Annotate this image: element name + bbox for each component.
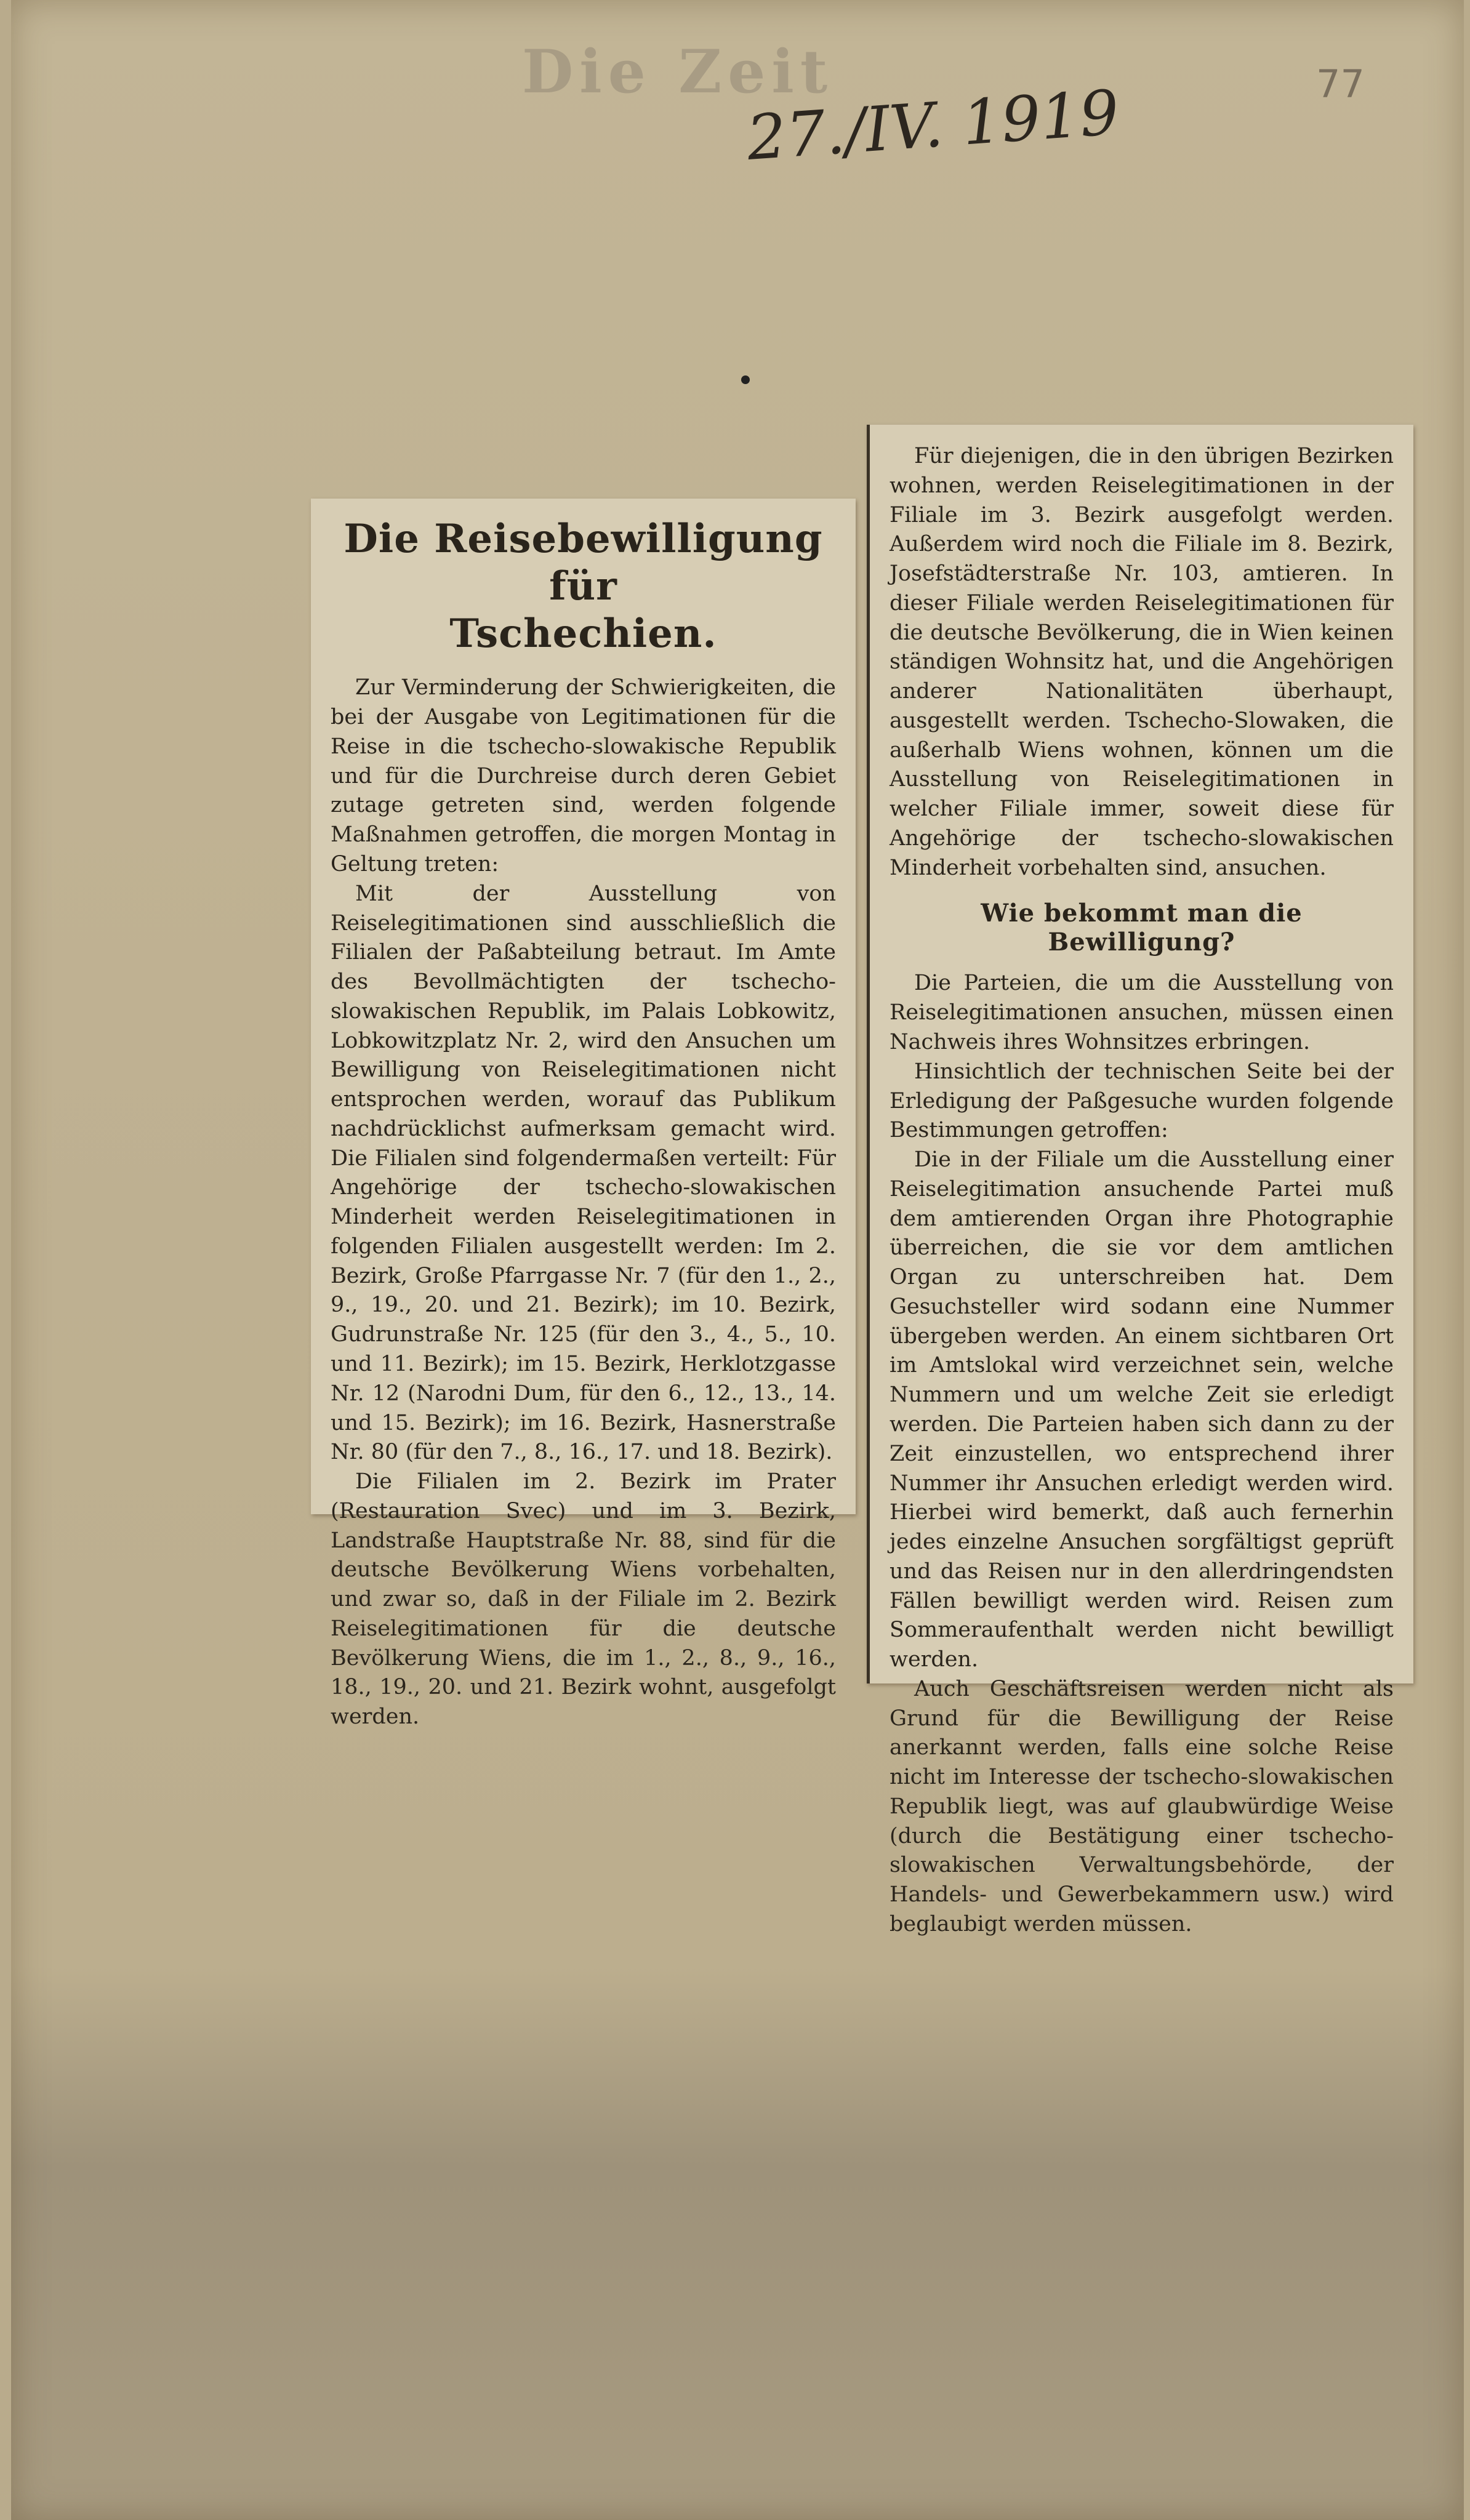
title-line-2: Tschechien. xyxy=(449,610,717,657)
handwritten-date: 27./IV. 1919 xyxy=(744,76,1122,174)
title-line-1: Die Reisebewilligung für xyxy=(343,516,823,609)
paragraph: Auch Geschäftsreisen werden nicht als Grund für die Bewilligung der Reise anerkannt werden, falls eine solche Reise nicht im Interesse der tschecho-slowakischen Republik liegt, was auf glaubwürdige Weise (durch die Bestätigung einer tschecho-slowakischen Verwaltungsbehörde, der Handels- und Gewerbekammern usw.) wird beglaubigt werden müssen. xyxy=(890,1676,1394,1936)
paragraph: Mit der Ausstellung von Reiselegitimationen sind ausschließlich die Filialen der Paßabteilung betraut. Im Amte des Bevollmächtigten der tschecho-slowakischen Republik, im Palais Lobkowitz, Lobkowitzplatz Nr. 2, wird den Ansuchen um Bewilligung von Reiselegitimationen nicht entsprochen werden, worauf das Publikum nachdrücklichst aufmerksam gemacht wird. Die Filialen sind folgendermaßen verteilt: Für Angehörige der tschecho-slowakischen Minderheit werden Reiselegitimationen in folgenden Filialen ausgestellt werden: Im 2. Bezirk, Große Pfarrgasse Nr. 7 (für den 1., 2., 9., 19., 20. und 21. Bezirk); im 10. Bezirk, Gudrunstraße Nr. 125 (für den 3., 4., 5., 10. und 11. Bezirk); im 15. Bezirk, Herklotzgasse Nr. 12 (Narodni Dum, für den 6., 12., 13., 14. und 15. Bezirk); im 16. Bezirk, Hasnerstraße Nr. 80 (für den 7., 8., 16., 17. und 18. Bezirk). xyxy=(331,881,836,1465)
page-number: 77 xyxy=(1316,62,1365,106)
newspaper-stamp: Die Zeit xyxy=(522,37,834,106)
ink-dot xyxy=(741,375,750,384)
subheading: Wie bekommt man die Bewilligung? xyxy=(981,899,1303,957)
paragraph: Für diejenigen, die in den übrigen Bezirken wohnen, werden Reiselegitimationen in der Filiale im 3. Bezirk ausgefolgt werden. Außerdem wird noch die Filiale im 8. Bezirk, Josefstädterstraße Nr. 103, amtieren. In dieser Filiale werden Reiselegitimationen für die deutsche Bevölkerung, die in Wien keinen ständigen Wohnsitz hat, und die Angehörigen anderer Nationalitäten überhaupt, ausgestellt werden. Tschecho-Slowaken, die außerhalb Wiens wohnen, können um die Ausstellung von Reiselegitimationen in welcher Filiale immer, soweit diese für Angehörige der tschecho-slowakischen Minderheit vorbehalten sind, ansuchen. xyxy=(890,444,1394,880)
paragraph: Die Parteien, die um die Ausstellung von Reiselegitimationen ansuchen, müssen einen Nachweis ihres Wohnsitzes erbringen. xyxy=(890,971,1394,1055)
paragraph: Die in der Filiale um die Ausstellung einer Reiselegitimation ansuchende Partei muß dem amtierenden Organ ihre Photographie überreichen, die sie vor dem amtlichen Organ zu unterschreiben hat. Dem Gesuchsteller wird sodann eine Nummer übergeben werden. An einem sichtbaren Ort im Amtslokal wird verzeichnet sein, welche Nummern und um welche Zeit sie erledigt werden. Die Parteien haben sich dann zu der Zeit einzustellen, wo entsprechend ihrer Nummer ihr Ansuchen erledigt werden wird. Hierbei wird bemerkt, daß auch fernerhin jedes einzelne Ansuchen sorgfältigst geprüft und das Reisen nur in den allerdringendsten Fällen bewilligt werden wird. Reisen zum Sommeraufenthalt werden nicht bewilligt werden. xyxy=(890,1147,1394,1672)
clipping-left xyxy=(311,499,856,1730)
paragraph: Hinsichtlich der technischen Seite bei der Erledigung der Paßgesuche wurden folgende Bestimmungen getroffen: xyxy=(890,1059,1394,1143)
paragraph: Zur Verminderung der Schwierigkeiten, die bei der Ausgabe von Legitimationen für die Reise in die tschecho-slowakische Republik und für die Durchreise durch deren Gebiet zutage getreten sind, werden folgende Maßnahmen getroffen, die morgen Montag in Geltung treten: xyxy=(331,675,836,877)
article-title xyxy=(331,516,836,657)
clipping-right xyxy=(867,425,1413,1936)
paragraph: Die Filialen im 2. Bezirk im Prater (Restauration Svec) und im 3. Bezirk, Landstraße Hauptstraße Nr. 88, sind für die deutsche Bevölkerung Wiens vorbehalten, und zwar so, daß in der Filiale im 2. Bezirk Reiselegitimationen für die deutsche Bevölkerung Wiens, die im 1., 2., 8., 9., 16., 18., 19., 20. und 21. Bezirk wohnt, ausgefolgt werden. xyxy=(331,1469,836,1730)
